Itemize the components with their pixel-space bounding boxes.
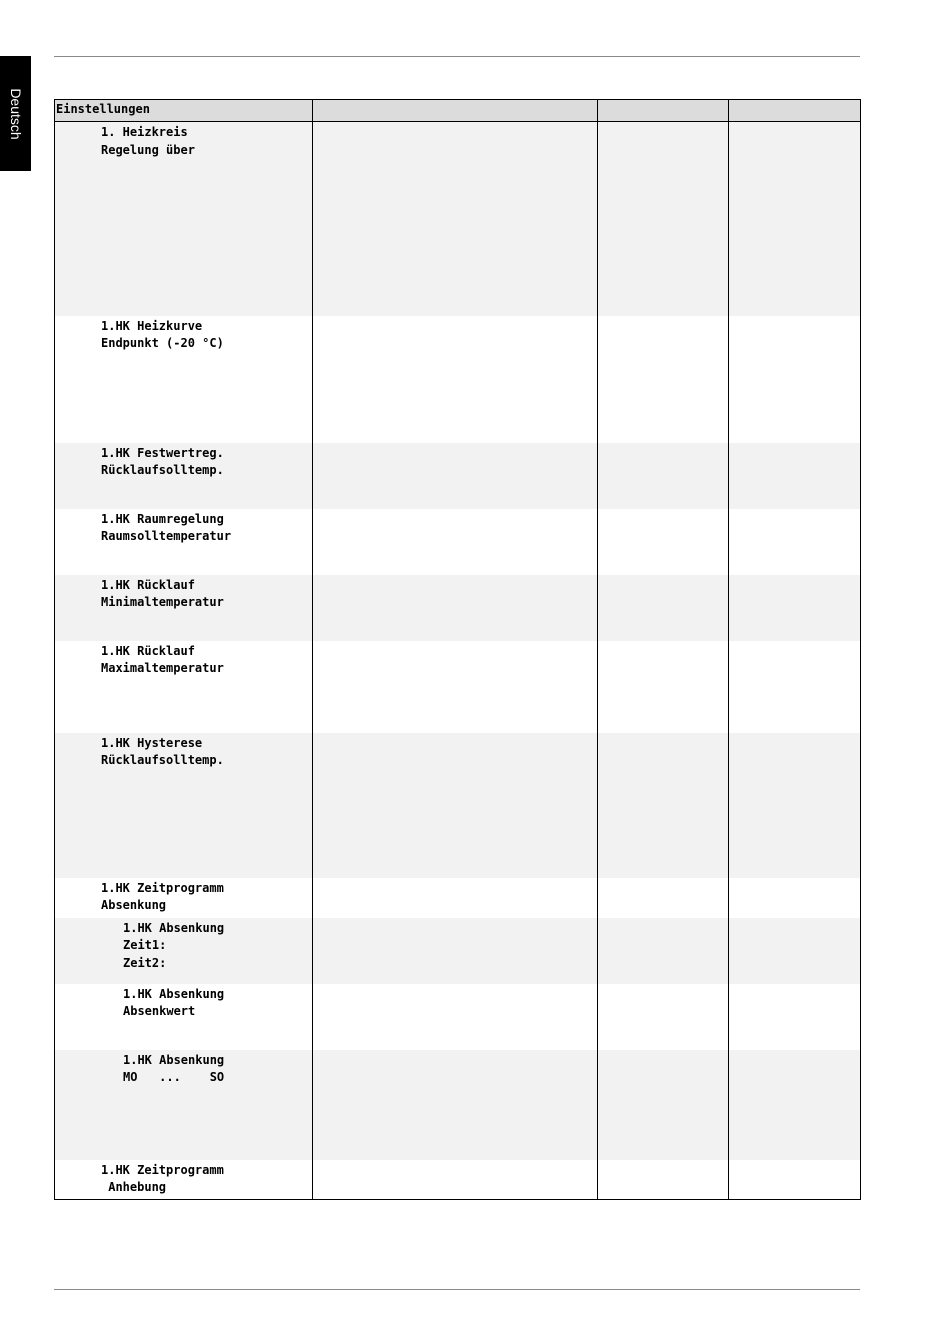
setting-label-line: 1. Heizkreis bbox=[101, 125, 188, 139]
empty-cell bbox=[313, 122, 598, 316]
setting-label-line: Regelung über bbox=[101, 142, 195, 157]
setting-label-cell bbox=[55, 641, 313, 733]
empty-cell bbox=[313, 443, 598, 509]
setting-label-cell bbox=[55, 316, 313, 443]
empty-cell bbox=[313, 641, 598, 733]
setting-label-line: Rücklaufsolltemp. bbox=[101, 753, 224, 767]
empty-cell bbox=[598, 443, 729, 509]
setting-label-line: Raumsolltemperatur bbox=[101, 529, 232, 543]
empty-cell bbox=[598, 878, 729, 918]
table-row bbox=[55, 1160, 861, 1200]
setting-label-cell bbox=[55, 575, 313, 641]
empty-cell bbox=[598, 575, 729, 641]
empty-cell bbox=[313, 1160, 598, 1200]
setting-label-line: Endpunkt (-20 °C) bbox=[101, 336, 224, 350]
setting-label-cell bbox=[55, 733, 313, 878]
language-tab bbox=[0, 56, 31, 171]
setting-label-line: 1.HK Hysterese bbox=[101, 735, 203, 750]
setting-label-cell bbox=[55, 878, 313, 918]
empty-cell bbox=[598, 984, 729, 1050]
setting-label-line: 1.HK Zeitprogramm bbox=[101, 880, 224, 895]
table-row bbox=[55, 918, 861, 984]
setting-label-line: Zeit1: bbox=[123, 938, 167, 952]
table-row bbox=[55, 122, 861, 316]
empty-cell bbox=[313, 575, 598, 641]
language-tab-label: Deutsch bbox=[7, 87, 24, 140]
table-row bbox=[55, 878, 861, 918]
empty-cell bbox=[313, 733, 598, 878]
settings-table bbox=[54, 99, 861, 1200]
setting-label-cell bbox=[55, 984, 313, 1050]
table-row bbox=[55, 733, 861, 878]
table-row bbox=[55, 443, 861, 509]
setting-label-line: Rücklaufsolltemp. bbox=[101, 463, 224, 477]
empty-cell bbox=[598, 1160, 729, 1200]
empty-cell bbox=[313, 509, 598, 575]
empty-cell bbox=[598, 733, 729, 878]
table-row bbox=[55, 641, 861, 733]
empty-cell bbox=[598, 122, 729, 316]
header-settings: Einstellungen bbox=[55, 100, 313, 122]
table-row bbox=[55, 575, 861, 641]
empty-cell bbox=[313, 984, 598, 1050]
table-row bbox=[55, 984, 861, 1050]
table-header bbox=[55, 100, 861, 122]
setting-label-cell bbox=[55, 122, 313, 316]
setting-label-line: 1.HK Rücklauf bbox=[101, 643, 195, 658]
setting-label-cell bbox=[55, 509, 313, 575]
empty-cell bbox=[313, 878, 598, 918]
setting-label-line: 1.HK Raumregelung bbox=[101, 511, 224, 526]
empty-cell bbox=[729, 641, 861, 733]
table-row bbox=[55, 509, 861, 575]
setting-label-line: Absenkwert bbox=[123, 1004, 196, 1018]
empty-cell bbox=[729, 1050, 861, 1160]
header-col-3 bbox=[598, 100, 729, 122]
table-row bbox=[55, 1050, 861, 1160]
setting-label-line: MO ... SO bbox=[123, 1070, 225, 1084]
empty-cell bbox=[598, 316, 729, 443]
empty-cell bbox=[729, 984, 861, 1050]
bottom-rule bbox=[54, 1289, 860, 1290]
header-col-2 bbox=[313, 100, 598, 122]
empty-cell bbox=[729, 443, 861, 509]
setting-label-cell bbox=[55, 443, 313, 509]
setting-label-line: 1.HK Absenkung bbox=[123, 986, 225, 1001]
empty-cell bbox=[729, 122, 861, 316]
setting-label-line: 1.HK Zeitprogramm bbox=[101, 1162, 224, 1177]
setting-label-line: 1.HK Festwertreg. bbox=[101, 445, 224, 460]
setting-label-cell bbox=[55, 1160, 313, 1200]
empty-cell bbox=[729, 733, 861, 878]
top-rule bbox=[54, 56, 860, 57]
setting-label-cell bbox=[55, 1050, 313, 1160]
setting-label-line: 1.HK Absenkung bbox=[123, 920, 225, 935]
setting-label-line: 1.HK Absenkung bbox=[123, 1052, 225, 1067]
setting-label-cell bbox=[55, 918, 313, 984]
setting-label-line: Zeit2: bbox=[123, 955, 167, 970]
header-col-4 bbox=[729, 100, 861, 122]
empty-cell bbox=[729, 575, 861, 641]
empty-cell bbox=[313, 1050, 598, 1160]
setting-label-line: Maximaltemperatur bbox=[101, 661, 224, 675]
empty-cell bbox=[598, 509, 729, 575]
setting-label-line: 1.HK Rücklauf bbox=[101, 577, 195, 592]
table-row bbox=[55, 316, 861, 443]
empty-cell bbox=[313, 316, 598, 443]
empty-cell bbox=[598, 1050, 729, 1160]
empty-cell bbox=[729, 918, 861, 984]
setting-label-line: Minimaltemperatur bbox=[101, 595, 224, 609]
setting-label-line: Anhebung bbox=[101, 1180, 167, 1194]
empty-cell bbox=[729, 509, 861, 575]
empty-cell bbox=[729, 1160, 861, 1200]
empty-cell bbox=[598, 918, 729, 984]
setting-label-line: 1.HK Heizkurve bbox=[101, 318, 203, 333]
setting-label-line: Absenkung bbox=[101, 898, 167, 912]
empty-cell bbox=[598, 641, 729, 733]
empty-cell bbox=[729, 878, 861, 918]
empty-cell bbox=[313, 918, 598, 984]
empty-cell bbox=[729, 316, 861, 443]
